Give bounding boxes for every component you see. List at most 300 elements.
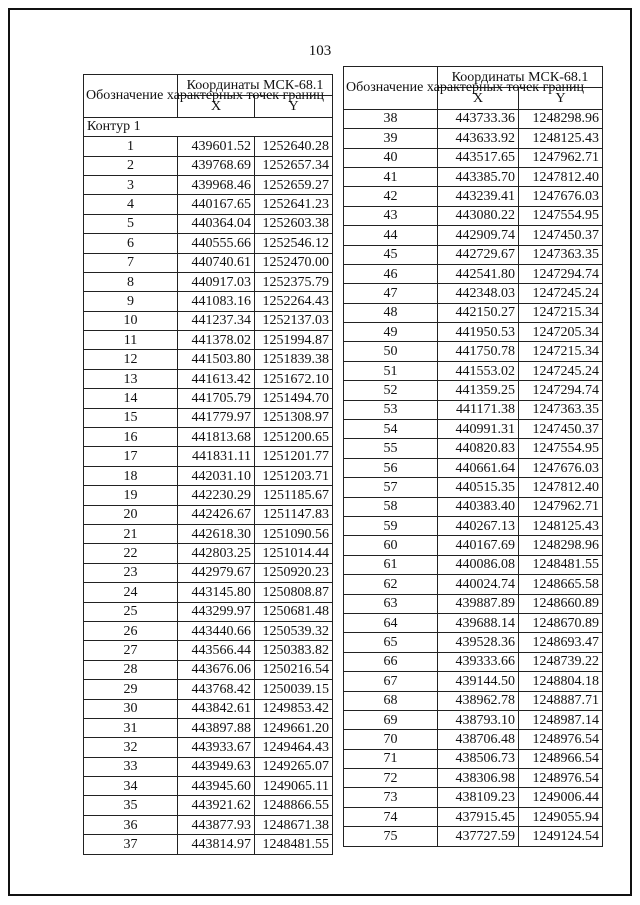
table-row <box>344 691 603 710</box>
coord-x: 440383.40 <box>438 497 519 516</box>
coord-y: 1248665.58 <box>519 575 603 594</box>
coord-y: 1250681.48 <box>255 602 333 621</box>
header-coordinates: Координаты МСК-68.1 <box>438 67 603 88</box>
table-row <box>84 641 333 660</box>
coord-x: 443633.92 <box>438 129 519 148</box>
coord-y: 1249265.07 <box>255 757 333 776</box>
point-number: 18 <box>84 466 178 485</box>
point-number: 42 <box>344 187 438 206</box>
coord-x: 441378.02 <box>178 331 255 350</box>
coord-x: 441359.25 <box>438 381 519 400</box>
point-number: 49 <box>344 323 438 342</box>
point-number: 51 <box>344 361 438 380</box>
coord-x: 441553.02 <box>438 361 519 380</box>
table-row <box>84 272 333 291</box>
point-number: 69 <box>344 710 438 729</box>
table-row <box>344 303 603 322</box>
point-number: 68 <box>344 691 438 710</box>
table-row <box>84 815 333 834</box>
coord-y: 1252137.03 <box>255 311 333 330</box>
coord-x: 439688.14 <box>438 613 519 632</box>
table-row <box>84 175 333 194</box>
coord-y: 1247215.34 <box>519 342 603 361</box>
coord-y: 1251090.56 <box>255 524 333 543</box>
point-number: 35 <box>84 796 178 815</box>
table-row <box>344 516 603 535</box>
coord-y: 1252641.23 <box>255 195 333 214</box>
table-row <box>344 788 603 807</box>
point-number: 56 <box>344 458 438 477</box>
point-number: 23 <box>84 563 178 582</box>
coord-y: 1248866.55 <box>255 796 333 815</box>
table-row <box>84 583 333 602</box>
coord-x: 442618.30 <box>178 524 255 543</box>
coord-x: 438306.98 <box>438 769 519 788</box>
table-row <box>344 807 603 826</box>
table-row <box>344 594 603 613</box>
point-number: 25 <box>84 602 178 621</box>
table-row <box>84 156 333 175</box>
point-number: 65 <box>344 633 438 652</box>
coord-x: 438793.10 <box>438 710 519 729</box>
coord-y: 1252657.34 <box>255 156 333 175</box>
coord-x: 440661.64 <box>438 458 519 477</box>
point-number: 39 <box>344 129 438 148</box>
coord-x: 443877.93 <box>178 815 255 834</box>
coord-y: 1251494.70 <box>255 389 333 408</box>
coord-x: 442729.67 <box>438 245 519 264</box>
point-number: 15 <box>84 408 178 427</box>
coord-x: 442150.27 <box>438 303 519 322</box>
point-number: 29 <box>84 680 178 699</box>
point-number: 44 <box>344 226 438 245</box>
coord-y: 1247962.71 <box>519 497 603 516</box>
coord-y: 1251201.77 <box>255 447 333 466</box>
coord-x: 440917.03 <box>178 272 255 291</box>
point-number: 53 <box>344 400 438 419</box>
coord-y: 1248481.55 <box>519 555 603 574</box>
coord-y: 1251839.38 <box>255 350 333 369</box>
table-row <box>344 420 603 439</box>
coord-x: 437915.45 <box>438 807 519 826</box>
coord-x: 443921.62 <box>178 796 255 815</box>
coord-y: 1249661.20 <box>255 718 333 737</box>
coord-x: 439528.36 <box>438 633 519 652</box>
table-row <box>84 350 333 369</box>
table-row <box>84 621 333 640</box>
table-row <box>344 575 603 594</box>
coord-x: 439333.66 <box>438 652 519 671</box>
table-row <box>84 292 333 311</box>
header-y: Y <box>519 88 603 109</box>
table-row <box>344 478 603 497</box>
coord-x: 443897.88 <box>178 718 255 737</box>
coord-x: 440555.66 <box>178 234 255 253</box>
coord-x: 439601.52 <box>178 137 255 156</box>
coord-y: 1247676.03 <box>519 187 603 206</box>
point-number: 32 <box>84 738 178 757</box>
coord-y: 1252546.12 <box>255 234 333 253</box>
point-number: 71 <box>344 749 438 768</box>
table-row <box>84 428 333 447</box>
coord-y: 1251672.10 <box>255 369 333 388</box>
table-row <box>84 777 333 796</box>
coordinates-table-left <box>83 74 333 855</box>
table-row <box>84 466 333 485</box>
table-row <box>344 381 603 400</box>
coord-y: 1248298.96 <box>519 536 603 555</box>
point-number: 22 <box>84 544 178 563</box>
table-row <box>84 505 333 524</box>
coord-x: 442426.67 <box>178 505 255 524</box>
coord-y: 1248976.54 <box>519 769 603 788</box>
coord-y: 1248693.47 <box>519 633 603 652</box>
table-row <box>84 660 333 679</box>
point-number: 14 <box>84 389 178 408</box>
point-number: 8 <box>84 272 178 291</box>
coord-y: 1250920.23 <box>255 563 333 582</box>
coord-y: 1249464.43 <box>255 738 333 757</box>
table-row <box>344 769 603 788</box>
coord-y: 1247812.40 <box>519 478 603 497</box>
coord-x: 443080.22 <box>438 206 519 225</box>
table-row <box>344 652 603 671</box>
coord-y: 1251014.44 <box>255 544 333 563</box>
coord-y: 1247205.34 <box>519 323 603 342</box>
table-row <box>344 400 603 419</box>
coord-y: 1247294.74 <box>519 381 603 400</box>
table-row <box>84 234 333 253</box>
table-row <box>344 148 603 167</box>
coord-x: 443933.67 <box>178 738 255 757</box>
coord-y: 1252603.38 <box>255 214 333 233</box>
table-row <box>84 369 333 388</box>
table-row <box>84 214 333 233</box>
coord-y: 1252264.43 <box>255 292 333 311</box>
point-number: 60 <box>344 536 438 555</box>
coord-x: 439887.89 <box>438 594 519 613</box>
coord-y: 1247554.95 <box>519 206 603 225</box>
table-row <box>344 206 603 225</box>
point-number: 48 <box>344 303 438 322</box>
coord-y: 1252375.79 <box>255 272 333 291</box>
point-number: 30 <box>84 699 178 718</box>
coord-y: 1250808.87 <box>255 583 333 602</box>
coord-x: 438962.78 <box>438 691 519 710</box>
point-number: 55 <box>344 439 438 458</box>
coord-x: 442541.80 <box>438 264 519 283</box>
table-row <box>344 613 603 632</box>
table-row <box>84 680 333 699</box>
coord-x: 443949.63 <box>178 757 255 776</box>
coord-x: 442230.29 <box>178 486 255 505</box>
point-number: 52 <box>344 381 438 400</box>
coord-x: 441083.16 <box>178 292 255 311</box>
coord-y: 1247245.24 <box>519 361 603 380</box>
coord-x: 442803.25 <box>178 544 255 563</box>
coord-x: 439968.46 <box>178 175 255 194</box>
point-number: 24 <box>84 583 178 602</box>
table-row <box>344 109 603 128</box>
coord-x: 440267.13 <box>438 516 519 535</box>
table-row <box>344 730 603 749</box>
coord-y: 1248804.18 <box>519 672 603 691</box>
point-number: 3 <box>84 175 178 194</box>
table-row <box>344 361 603 380</box>
point-number: 36 <box>84 815 178 834</box>
point-number: 19 <box>84 486 178 505</box>
point-number: 63 <box>344 594 438 613</box>
point-number: 4 <box>84 195 178 214</box>
coord-y: 1249006.44 <box>519 788 603 807</box>
coord-x: 441950.53 <box>438 323 519 342</box>
coord-x: 443440.66 <box>178 621 255 640</box>
point-number: 45 <box>344 245 438 264</box>
coord-y: 1252470.00 <box>255 253 333 272</box>
point-number: 20 <box>84 505 178 524</box>
point-number: 40 <box>344 148 438 167</box>
coord-x: 441237.34 <box>178 311 255 330</box>
table-row <box>344 672 603 691</box>
coord-y: 1250383.82 <box>255 641 333 660</box>
table-row <box>344 226 603 245</box>
coord-x: 443239.41 <box>438 187 519 206</box>
header-x: X <box>438 88 519 109</box>
point-number: 72 <box>344 769 438 788</box>
point-number: 27 <box>84 641 178 660</box>
table-row <box>84 796 333 815</box>
coord-x: 440167.65 <box>178 195 255 214</box>
table-row <box>84 718 333 737</box>
point-number: 66 <box>344 652 438 671</box>
table-row <box>344 245 603 264</box>
coord-x: 438109.23 <box>438 788 519 807</box>
coord-x: 440167.69 <box>438 536 519 555</box>
table-row <box>84 253 333 272</box>
point-number: 31 <box>84 718 178 737</box>
table-row <box>344 458 603 477</box>
coord-x: 443814.97 <box>178 835 255 854</box>
coord-x: 442979.67 <box>178 563 255 582</box>
coord-y: 1248966.54 <box>519 749 603 768</box>
coord-y: 1252659.27 <box>255 175 333 194</box>
coord-x: 441750.78 <box>438 342 519 361</box>
coord-y: 1247450.37 <box>519 420 603 439</box>
point-number: 26 <box>84 621 178 640</box>
coord-y: 1248670.89 <box>519 613 603 632</box>
header-coordinates: Координаты МСК-68.1 <box>178 75 333 96</box>
point-number: 75 <box>344 827 438 846</box>
coord-x: 442909.74 <box>438 226 519 245</box>
point-number: 50 <box>344 342 438 361</box>
point-number: 11 <box>84 331 178 350</box>
table-row <box>84 544 333 563</box>
table-row <box>344 827 603 846</box>
coord-y: 1252640.28 <box>255 137 333 156</box>
point-number: 46 <box>344 264 438 283</box>
coord-x: 442031.10 <box>178 466 255 485</box>
coord-x: 443733.36 <box>438 109 519 128</box>
point-number: 33 <box>84 757 178 776</box>
coord-y: 1248481.55 <box>255 835 333 854</box>
coord-y: 1249055.94 <box>519 807 603 826</box>
coord-y: 1248739.22 <box>519 652 603 671</box>
table-row <box>84 563 333 582</box>
point-number: 59 <box>344 516 438 535</box>
point-number: 73 <box>344 788 438 807</box>
point-number: 6 <box>84 234 178 253</box>
coord-y: 1247294.74 <box>519 264 603 283</box>
coord-x: 440820.83 <box>438 439 519 458</box>
coord-y: 1247676.03 <box>519 458 603 477</box>
coord-x: 437727.59 <box>438 827 519 846</box>
point-number: 9 <box>84 292 178 311</box>
coord-y: 1251147.83 <box>255 505 333 524</box>
coord-x: 441813.68 <box>178 428 255 447</box>
coord-x: 441779.97 <box>178 408 255 427</box>
coord-y: 1248125.43 <box>519 516 603 535</box>
coord-y: 1247363.35 <box>519 245 603 264</box>
point-number: 38 <box>344 109 438 128</box>
coord-x: 443566.44 <box>178 641 255 660</box>
coord-y: 1247450.37 <box>519 226 603 245</box>
coord-x: 441705.79 <box>178 389 255 408</box>
coord-x: 441613.42 <box>178 369 255 388</box>
coord-y: 1248887.71 <box>519 691 603 710</box>
point-number: 5 <box>84 214 178 233</box>
point-number: 17 <box>84 447 178 466</box>
coord-y: 1250216.54 <box>255 660 333 679</box>
coord-y: 1248298.96 <box>519 109 603 128</box>
table-row <box>84 331 333 350</box>
table-row <box>344 129 603 148</box>
coord-y: 1250039.15 <box>255 680 333 699</box>
coord-y: 1247245.24 <box>519 284 603 303</box>
table-row <box>344 633 603 652</box>
coord-x: 438706.48 <box>438 730 519 749</box>
coord-x: 439768.69 <box>178 156 255 175</box>
point-number: 34 <box>84 777 178 796</box>
coord-x: 440024.74 <box>438 575 519 594</box>
table-row <box>344 710 603 729</box>
coord-x: 441831.11 <box>178 447 255 466</box>
coord-x: 443385.70 <box>438 167 519 186</box>
table-row <box>344 342 603 361</box>
table-row <box>344 749 603 768</box>
table-row <box>84 195 333 214</box>
coord-y: 1248976.54 <box>519 730 603 749</box>
coord-y: 1247215.34 <box>519 303 603 322</box>
coord-y: 1251185.67 <box>255 486 333 505</box>
table-row <box>344 167 603 186</box>
page-number: 103 <box>308 43 332 59</box>
table-row <box>344 439 603 458</box>
header-y: Y <box>255 96 333 117</box>
table-row <box>84 486 333 505</box>
coord-x: 443145.80 <box>178 583 255 602</box>
point-number: 28 <box>84 660 178 679</box>
coord-y: 1248671.38 <box>255 815 333 834</box>
coord-x: 440364.04 <box>178 214 255 233</box>
point-number: 21 <box>84 524 178 543</box>
table-row <box>344 536 603 555</box>
coord-x: 441171.38 <box>438 400 519 419</box>
coord-y: 1251203.71 <box>255 466 333 485</box>
table-row <box>84 389 333 408</box>
coord-x: 440991.31 <box>438 420 519 439</box>
point-number: 61 <box>344 555 438 574</box>
point-number: 62 <box>344 575 438 594</box>
coord-x: 442348.03 <box>438 284 519 303</box>
table-row <box>344 284 603 303</box>
header-designation: Обозначение характерных точек границ <box>84 75 178 118</box>
point-number: 67 <box>344 672 438 691</box>
point-number: 54 <box>344 420 438 439</box>
point-number: 7 <box>84 253 178 272</box>
coord-y: 1251994.87 <box>255 331 333 350</box>
coord-y: 1251308.97 <box>255 408 333 427</box>
coord-x: 443299.97 <box>178 602 255 621</box>
coord-x: 443676.06 <box>178 660 255 679</box>
coord-x: 440515.35 <box>438 478 519 497</box>
coord-y: 1248987.14 <box>519 710 603 729</box>
table-row <box>84 408 333 427</box>
table-row <box>84 835 333 854</box>
point-number: 12 <box>84 350 178 369</box>
table-row <box>84 311 333 330</box>
coord-x: 443945.60 <box>178 777 255 796</box>
coord-x: 441503.80 <box>178 350 255 369</box>
table-row <box>344 497 603 516</box>
point-number: 10 <box>84 311 178 330</box>
point-number: 16 <box>84 428 178 447</box>
table-row <box>344 323 603 342</box>
coord-x: 443768.42 <box>178 680 255 699</box>
point-number: 58 <box>344 497 438 516</box>
point-number: 57 <box>344 478 438 497</box>
coord-y: 1251200.65 <box>255 428 333 447</box>
point-number: 13 <box>84 369 178 388</box>
point-number: 41 <box>344 167 438 186</box>
table-row <box>344 555 603 574</box>
coord-y: 1249065.11 <box>255 777 333 796</box>
coord-x: 440086.08 <box>438 555 519 574</box>
table-row <box>84 757 333 776</box>
coord-y: 1249124.54 <box>519 827 603 846</box>
header-x: X <box>178 96 255 117</box>
coord-y: 1247962.71 <box>519 148 603 167</box>
coord-x: 438506.73 <box>438 749 519 768</box>
point-number: 2 <box>84 156 178 175</box>
coord-x: 439144.50 <box>438 672 519 691</box>
coord-y: 1249853.42 <box>255 699 333 718</box>
table-row <box>84 738 333 757</box>
coord-x: 443517.65 <box>438 148 519 167</box>
point-number: 70 <box>344 730 438 749</box>
coord-y: 1248660.89 <box>519 594 603 613</box>
coord-y: 1250539.32 <box>255 621 333 640</box>
table-row <box>84 447 333 466</box>
point-number: 37 <box>84 835 178 854</box>
point-number: 47 <box>344 284 438 303</box>
table-row <box>84 602 333 621</box>
table-row <box>84 137 333 156</box>
point-number: 43 <box>344 206 438 225</box>
table-row <box>344 264 603 283</box>
coord-x: 440740.61 <box>178 253 255 272</box>
contour-label: Контур 1 <box>84 117 333 136</box>
point-number: 1 <box>84 137 178 156</box>
